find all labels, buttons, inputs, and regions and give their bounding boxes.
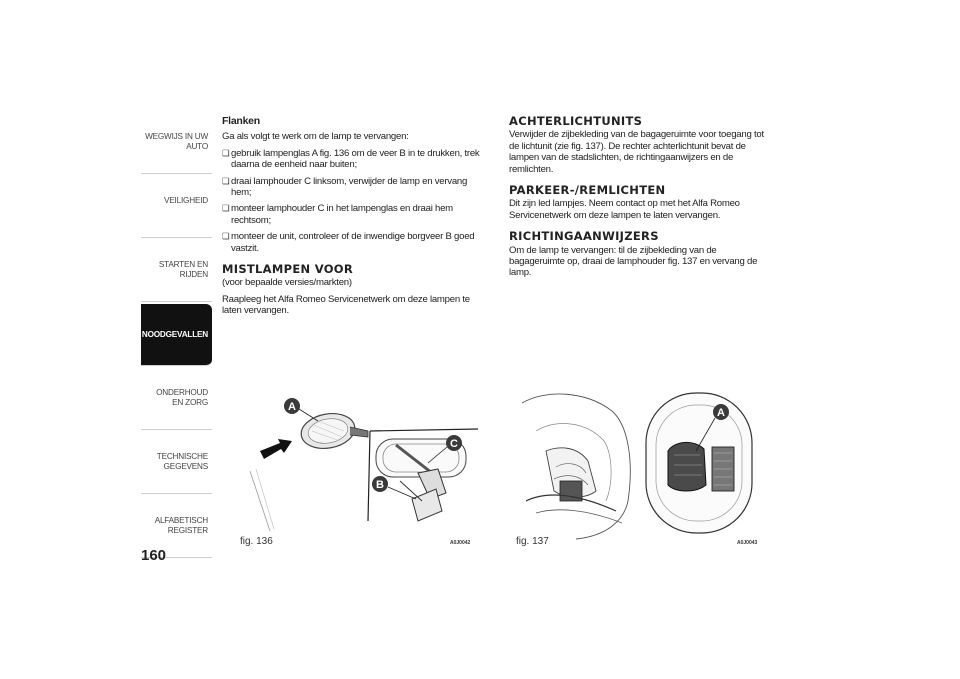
label-a: A <box>288 401 296 413</box>
checkbox-bullet-icon: ❏ <box>222 231 230 242</box>
tab-onderhoud-en-zorg[interactable]: ONDERHOUD EN ZORG <box>141 368 212 430</box>
step-item: ❏ draai lamphouder C linksom, verwijder de lamp en vervang hem; <box>222 175 468 199</box>
achterlicht-heading: ACHTERLICHTUNITS <box>509 114 643 128</box>
right-column <box>509 116 774 284</box>
tab-veiligheid[interactable]: VEILIGHEID <box>141 176 212 238</box>
mistlampen-subtitle: (voor bepaalde versies/markten) <box>222 277 352 289</box>
tab-noodgevallen[interactable]: NOODGEVALLEN <box>141 304 212 366</box>
label-a: A <box>717 407 725 419</box>
figure-136-code: A0J0042 <box>450 540 471 546</box>
figure-136-illustration <box>240 381 478 541</box>
page-number: 160 <box>141 547 167 564</box>
figure-137-code: A0J0043 <box>737 540 758 546</box>
parkeer-text: Dit zijn led lampjes. Neem contact op met het Alfa Romeo Servicenetwerk om deze lampen te laten vervangen. <box>509 198 740 221</box>
tab-alfabetisch-register[interactable]: ALFABETISCH REGISTER <box>141 496 212 558</box>
richting-heading: RICHTINGAANWIJZERS <box>509 229 659 244</box>
checkbox-bullet-icon: ❏ <box>222 203 230 214</box>
tab-starten-en-rijden[interactable]: STARTEN EN RIJDEN <box>141 240 212 302</box>
tab-technische-gegevens[interactable]: TECHNISCHE GEGEVENS <box>141 432 212 494</box>
step-item: ❏ gebruik lampenglas A fig. 136 om de veer B in te drukken, trek daarna de eenheid naar buiten; <box>222 147 480 171</box>
checkbox-bullet-icon: ❏ <box>222 175 230 186</box>
checkbox-bullet-icon: ❏ <box>222 147 230 158</box>
mistlampen-text: Raapleeg het Alfa Romeo Servicenetwerk om deze lampen te laten vervangen. <box>222 293 470 317</box>
figure-137-caption: fig. 137 <box>516 536 549 547</box>
left-column <box>222 116 484 322</box>
mistlampen-heading: MISTLAMPEN VOOR <box>222 262 354 277</box>
achterlicht-text: Verwijder de zijbekleding van de bagageruimte voor toegang tot de lichtunit (zie fig. 137). De rechter achterlichtunit bevat de lampen van de stadslichten, de richtingaanwijzers en de remlichten. <box>509 129 764 175</box>
flanken-intro: Ga als volgt te werk om de lamp te vervangen: <box>222 131 409 143</box>
figure-136-caption: fig. 136 <box>240 536 273 547</box>
richting-text: Om de lamp te vervangen: til de zijbekleding van de bagageruimte op, draai de lamphouder fig. 137 en vervang de lamp. <box>509 244 758 279</box>
chapter-sidebar <box>141 112 212 560</box>
parkeer-heading: PARKEER-/REMLICHTEN <box>509 183 666 198</box>
flanken-heading: Flanken <box>222 115 260 127</box>
insert-arrow-icon <box>260 439 292 459</box>
label-c: C <box>450 438 458 450</box>
figure-137-illustration <box>516 381 754 541</box>
step-item: ❏ monteer de unit, controleer of de inwendige borgveer B goed vastzit. <box>222 231 475 254</box>
tab-wegwijs[interactable]: WEGWIJS IN UW AUTO <box>141 112 212 174</box>
label-b: B <box>376 479 384 491</box>
step-item: ❏ monteer lamphouder C in het lampenglas en draai hem rechtsom; <box>222 203 453 226</box>
